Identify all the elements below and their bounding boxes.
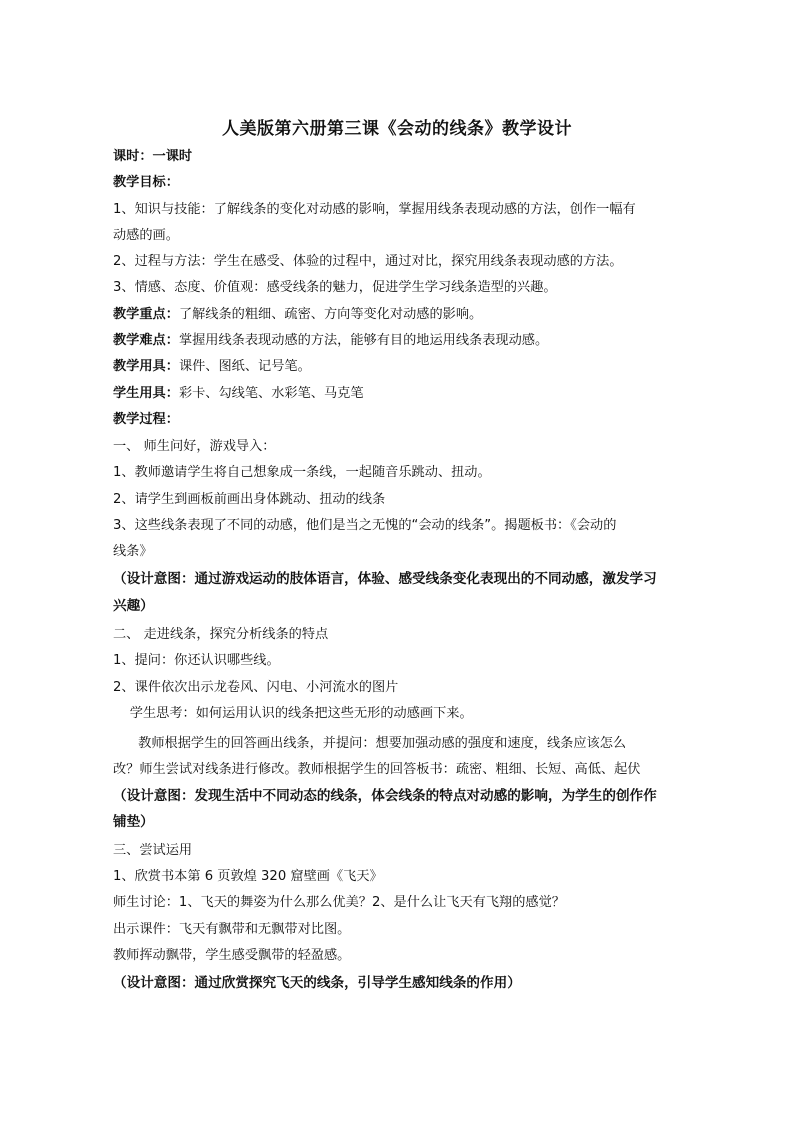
section-2-para-4-line-2: 改？师生尝试对线条进行修改。教师根据学生的回答板书：疏密、粗细、长短、高低、起伏 [113,762,641,777]
student-tools-label: 学生用具： [113,386,179,401]
lesson-period: 课时：一课时 [113,149,193,164]
section-2-intent-line-2: 铺垫） [113,814,154,830]
section-3-heading: 三、尝试运用 [113,843,193,858]
key-points-label: 教学重点： [113,307,179,322]
section-2-para-3: 学生思考：如何运用认识的线条把这些无形的动感画下来。 [113,706,473,721]
section-1-heading: 一、 师生问好，游戏导入： [113,439,276,454]
section-1-para-3-line-2: 线条》 [113,544,153,559]
student-tools [113,381,688,407]
section-2-para-4-line-1: 教师根据学生的回答画出线条，并提问：想要加强动感的强度和速度，线条应该怎么 [113,736,627,751]
difficulties-text: 掌握用线条表现动感的方法，能够有目的地运用线条表现动感。 [178,333,549,348]
section-3-para-1: 1、欣赏书本第 6 页敦煌 320 窟壁画《飞天》 [113,869,383,884]
goal-2: 2、过程与方法：学生在感受、体验的过程中，通过对比，探究用线条表现动感的方法。 [113,254,623,269]
difficulties [113,328,688,354]
section-1-intent-line-1: （设计意图：通过游戏运动的肢体语言，体验、感受线条变化表现出的不同动感，激发学习 [113,571,657,587]
teaching-tools-label: 教学用具： [113,359,179,374]
section-3-para-3: 出示课件：飞天有飘带和无飘带对比图。 [113,922,351,937]
teaching-tools [113,354,688,380]
section-3-para-2: 师生讨论：1、飞天的舞姿为什么那么优美？2、是什么让飞天有飞翔的感觉？ [113,895,565,910]
key-points-text: 了解线条的粗细、疏密、方向等变化对动感的影响。 [178,307,483,322]
section-2-para-2: 2、课件依次出示龙卷风、闪电、小河流水的图片 [113,680,399,695]
section-2-intent-line-1: （设计意图：发现生活中不同动态的线条，体会线条的特点对动感的影响，为学生的创作作 [113,788,657,804]
goal-1-line-2: 动感的画。 [113,228,179,243]
goal-1-line-1: 1、知识与技能：了解线条的变化对动感的影响，掌握用线条表现动感的方法，创作一幅有 [113,202,636,217]
goal-3: 3、情感、态度、价值观：感受线条的魅力，促进学生学习线条造型的兴趣。 [113,280,557,295]
section-1-para-3-line-1: 3、这些线条表现了不同的动感，他们是当之无愧的“会动的线条”。揭题板书：《会动的 [113,518,617,533]
process-heading: 教学过程： [113,412,179,427]
section-3-para-4: 教师挥动飘带，学生感受飘带的轻盈感。 [113,948,351,963]
goals-heading: 教学目标： [113,175,179,190]
section-1-intent-line-2: 兴趣） [113,598,154,614]
student-tools-text: 彩卡、勾线笔、水彩笔、马克笔 [178,386,364,401]
document-title: 人美版第六册第三课《会动的线条》教学设计 [222,119,572,139]
section-2-para-1: 1、提问：你还认识哪些线。 [113,653,280,668]
key-points [113,302,688,328]
section-1-para-1: 1、教师邀请学生将自己想象成一条线，一起随音乐跳动、扭动。 [113,465,491,480]
section-1-para-2: 2、请学生到画板前画出身体跳动、扭动的线条 [113,492,386,507]
section-3-intent: （设计意图：通过欣赏探究飞天的线条，引导学生感知线条的作用） [113,975,521,991]
section-2-heading: 二、 走进线条，探究分析线条的特点 [113,627,329,642]
teaching-tools-text: 课件、图纸、记号笔。 [178,359,311,374]
difficulties-label: 教学难点： [113,333,179,348]
